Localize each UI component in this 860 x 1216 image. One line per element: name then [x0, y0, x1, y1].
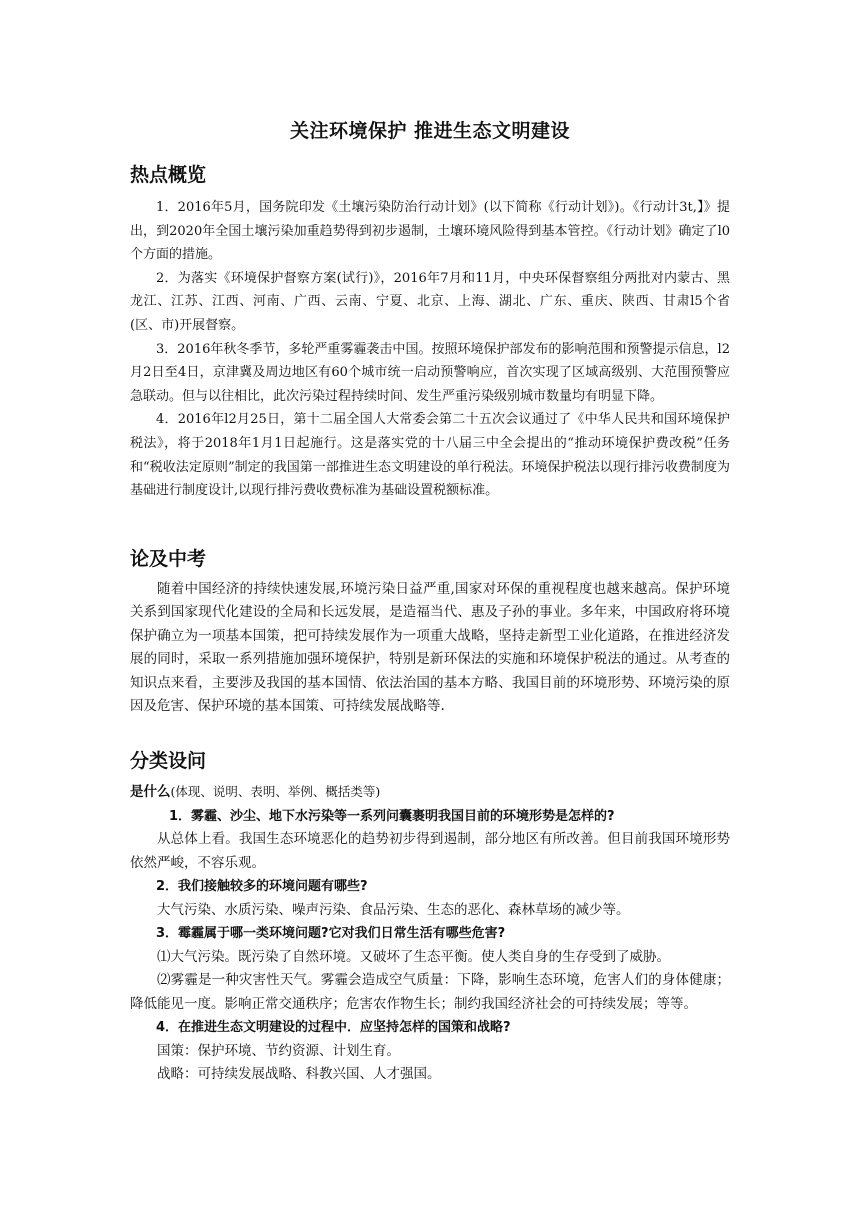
hot-paragraph-1: 1．2016年5月，国务院印发《土壤污染防治行动计划》(以下简称《行动计划》)。《行动计3t,】》提出，到2020年全国土壤污染加重趋势得到初步遏制，土壤环境风险得到基本管控。《行动计划》确定了l0个方面的措施。 [130, 200, 730, 263]
hot-overview-body [130, 196, 730, 503]
page-title: 关注环境保护 推进生态文明建设 [289, 120, 571, 142]
qa-subheading: 是什么 [130, 784, 171, 800]
question-2: 2．我们接触较多的环境问题有哪些? [156, 879, 368, 894]
answer-2: 大气污染、水质污染、噪声污染、食品污染、生态的恶化、森林草场的减少等。 [157, 901, 630, 918]
question-3: 3．霉霾属于哪一类环境问题?它对我们日常生活有哪些危害? [156, 926, 506, 941]
exam-paragraph: 随着中国经济的持续快速发展,环境污染日益严重,国家对环保的重视程度也越来越高。保护环境关系到国家现代化建设的全局和长远发展，是造福当代、惠及子孙的事业。多年来，中国政府将环境保护确立为一项基本国策，把可持续发展作为一项重大战略，坚持走新型工业化道路，在推进经济发展的同时，采取一系列措施加强环境保护，特别是新环保法的实施和环境保护税法的通过。从考查的知识点来看，主要涉及我国的基本国情、依法治国的基本方略、我国目前的环境形势、环境污染的原因及危害、保护环境的基本国策、可持续发展战略等. [130, 581, 730, 715]
answer-4-part-2: 战略：可持续发展战略、科教兴国、人才强国。 [157, 1066, 441, 1082]
answer-1: 从总体上看。我国生态环境恶化的趋势初步得到遏制，部分地区有所改善。但目前我国环境形势依然严峻，不容乐观。 [130, 831, 730, 871]
hot-paragraph-3: 3．2016年秋冬季节，多轮严重雾霾袭击中国。按照环境保护部发布的影响范围和预警提示信息，l2月2日至4日，京津冀及周边地区有60个城市统一启动预警响应，首次实现了区域高级别、大范围预警应急联动。但与以往相比，此次污染过程持续时间、发生严重污染级别城市数量均有明显下降。 [130, 341, 730, 404]
qa-subnote: (体现、说明、表明、举例、概括类等) [170, 784, 381, 799]
answer-4-part-1: 国策：保护环境、节约资源、计划生育。 [157, 1042, 400, 1059]
hot-paragraph-2: 2．为落实《环境保护督察方案(试行)》，2016年7月和11月，中央环保督察组分两批对内蒙古、黑龙江、江苏、江西、河南、广西、云南、宁夏、北京、上海、湖北、广东、重庆、陕西、甘肃l5个省(区、市)开展督察。 [130, 270, 730, 333]
question-1: 1．雾霾、沙尘、地下水污染等一系列问囊裹明我国目前的环境形势是怎样的? [169, 808, 615, 824]
heading-qa: 分类设问 [130, 750, 207, 772]
exam-body [130, 578, 730, 718]
question-4: 4．在推进生态文明建设的过程中．应坚持怎样的国策和战略? [156, 1020, 511, 1035]
answer-3-part-1: ⑴大气污染。既污染了自然环境。又破坏了生态平衡。使人类自身的生存受到了威胁。 [157, 948, 670, 965]
heading-hot-overview: 热点概览 [130, 164, 207, 186]
heading-exam: 论及中考 [130, 548, 207, 570]
answer-3-part-2: ⑵雾霾是一种灾害性天气。雾霾会造成空气质量：下降，影响生态环境，危害人们的身体健康；降低能见一度。影响正常交通秩序；危害农作物生长；制约我国经济社会的可持续发展；等等。 [130, 972, 730, 1012]
hot-paragraph-4: 4．2016年l2月25日，第十二届全国人大常委会第二十五次会议通过了《中华人民共和国环境保护税法》，将于2018年1月1日起施行。这是落实党的十八届三中全会提出的“推动环境保护费改税”任务和“税收法定原则”制定的我国第一部推进生态文明建设的单行税法。环境保护税法以现行排污收费制度为基础进行制度设计,以现行排污费收费标准为基础设置税额标准。 [130, 412, 730, 499]
qa-body [130, 780, 730, 1087]
qa-subheading-line [130, 780, 730, 805]
